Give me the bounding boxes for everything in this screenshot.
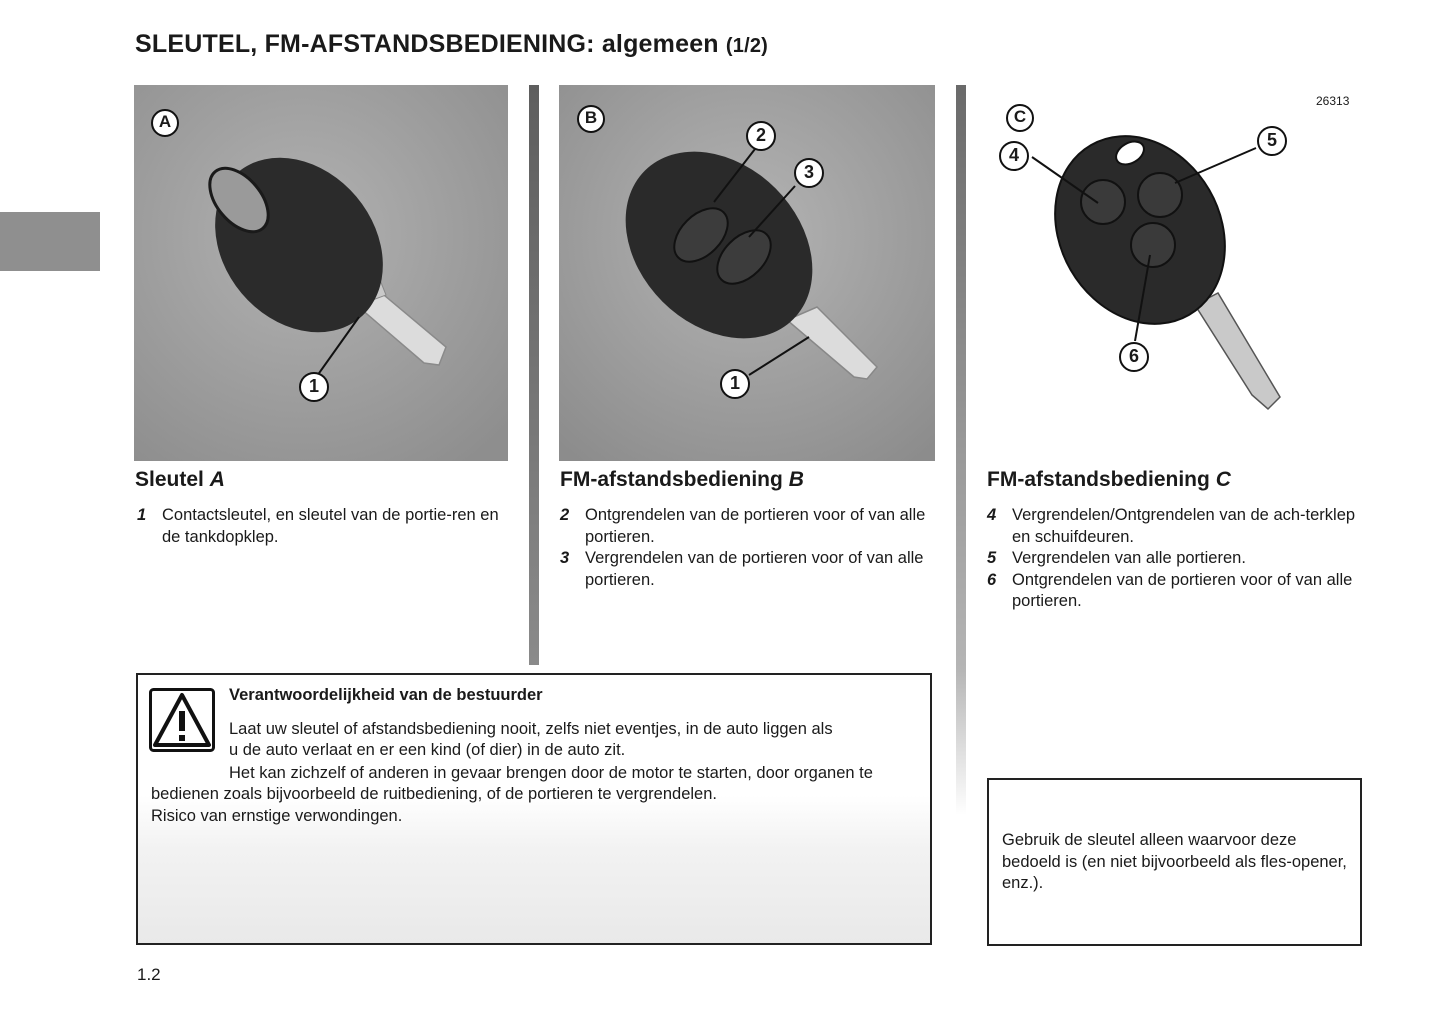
section-c-heading: FM-afstandsbediening C	[987, 468, 1231, 491]
warning-line-4: bedienen zoals bijvoorbeeld de ruitbediening, of de portieren te vergrendelen.	[151, 785, 717, 803]
warning-line-1: Laat uw sleutel of afstandsbediening nooit, zelfs niet eventjes, in de auto liggen als	[229, 720, 833, 738]
list-item: 5 Vergrendelen van alle portieren.	[987, 549, 1246, 567]
column-divider-left	[529, 85, 539, 665]
figure-c-remote-drawing	[990, 95, 1365, 425]
list-item: 6 Ontgrendelen van de portieren voor of van alle portieren.	[987, 570, 1353, 610]
callout-1-a: 1	[298, 371, 330, 403]
warning-line-2: u de auto verlaat en er een kind (of dier) in de auto zit.	[229, 741, 626, 759]
page-number: 1.2	[137, 965, 161, 984]
section-a-list	[137, 505, 509, 548]
callout-2-b: 2	[745, 120, 777, 152]
figure-c-letter: C	[1013, 107, 1027, 126]
figure-a-label	[150, 108, 180, 138]
page-title-part: (1/2)	[725, 35, 769, 57]
callout-1-b: 1	[719, 368, 751, 400]
callout-6-c: 6	[1118, 341, 1150, 373]
key-a-illustration	[134, 85, 508, 461]
list-item: 2 Ontgrendelen van de portieren voor of van alle portieren.	[560, 506, 926, 546]
column-divider-right	[956, 85, 966, 815]
note-text: Gebruik de sleutel alleen waarvoor deze bedoeld is (en niet bijvoorbeeld als fles-opener, enz.).	[1002, 831, 1347, 892]
warning-triangle-icon	[149, 688, 215, 752]
chapter-tab	[0, 212, 100, 271]
figure-b-label	[576, 104, 606, 134]
section-b-list	[560, 505, 936, 591]
page-title-main: SLEUTEL, FM-AFSTANDSBEDIENING: algemeen	[135, 30, 719, 58]
callout-3-b: 3	[793, 157, 825, 189]
warning-line-5: Risico van ernstige verwondingen.	[151, 807, 403, 825]
remote-c-illustration	[990, 95, 1365, 425]
figure-a-key-photo	[134, 85, 508, 461]
callout-5-c: 5	[1256, 125, 1288, 157]
section-b-heading: FM-afstandsbediening B	[560, 468, 804, 491]
list-item: 3 Vergrendelen van de portieren voor of van alle portieren.	[560, 549, 924, 589]
callout-4-c: 4	[998, 140, 1030, 172]
list-item: 1 Contactsleutel, en sleutel van de portie-ren en de tankdopklep.	[137, 506, 499, 546]
list-item: 4 Vergrendelen/Ontgrendelen van de ach-terklep en schuifdeuren.	[987, 506, 1356, 546]
image-reference: 26313	[1316, 94, 1350, 108]
figure-b-letter: B	[584, 108, 598, 127]
figure-c-label	[1005, 103, 1035, 133]
warning-line-3: Het kan zichzelf of anderen in gevaar brengen door de motor te starten, door organen te	[229, 764, 873, 782]
section-a-heading: Sleutel A	[135, 468, 225, 491]
warning-title: Verantwoordelijkheid van de bestuurder	[229, 686, 543, 704]
section-c-list	[987, 505, 1364, 613]
page-title	[135, 30, 768, 59]
figure-a-letter: A	[158, 112, 172, 131]
